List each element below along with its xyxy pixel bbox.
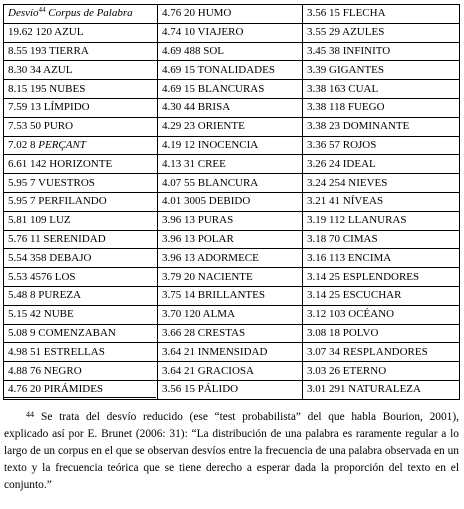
table-cell: 4.74 10 VIAJERO [158,23,303,42]
footnote: 44 Se trata del desvío reducido (ese “test probabilista” del que habla Bourion, 2001), explicado así por E. Brunet (2006: 31): “La distribución de una palabra es raramente regular a lo largo de un corpus en el que se observan desvíos entre la frecuencia de una palabra observada en un texto y la frecuencia teórica que se tiene derecho a esperar dada la proporción del texto en el conjunto.” [4,410,459,491]
table-header-row [4,5,460,24]
header-cell-desvio-corpus-palabra [4,5,158,24]
frequency-table-body [4,5,460,400]
table-row [4,324,460,343]
table-cell: 3.03 26 ETERNO [303,362,460,381]
table-cell: 3.01 291 NATURALEZA [303,380,460,399]
footnote-reference: 44 [38,6,46,15]
table-cell: 3.64 21 GRACIOSA [158,362,303,381]
table-row [4,249,460,268]
table-cell: 4.01 3005 DEBIDO [158,192,303,211]
table-cell: 3.96 13 ADORMECE [158,249,303,268]
footnote-text: Se trata del desvío reducido (ese “test probabilista” del que habla Bourion, 2001), explicado así por E. Brunet (2006: 31): “La distribución de una palabra es raramente regular a lo largo de un corpus en el que se observan desvíos entre la frecuencia de una palabra observada en un texto y la frecuencia teórica que se tiene derecho a esperar dada la proporción del texto en el conjunto.” [4,411,459,491]
table-cell: 3.56 15 FLECHA [303,5,460,24]
table-cell: 3.38 163 CUAL [303,80,460,99]
table-row [4,192,460,211]
table-cell: 3.14 25 ESPLENDORES [303,268,460,287]
table-row [4,362,460,381]
table-cell: 4.69 15 TONALIDADES [158,61,303,80]
table-row [4,211,460,230]
header-label-start: Desvío [8,7,39,20]
table-cell: 5.53 4576 LOS [4,268,158,287]
table-cell: 3.07 34 RESPLANDORES [303,343,460,362]
table-row [4,230,460,249]
table-cell: 4.98 51 ESTRELLAS [4,343,158,362]
table-cell: 5.76 11 SERENIDAD [4,230,158,249]
table-row [4,286,460,305]
table-row [4,268,460,287]
table-cell: 5.95 7 VUESTROS [4,174,158,193]
table-cell: 7.59 13 LÍMPIDO [4,98,158,117]
table-cell: 3.75 14 BRILLANTES [158,286,303,305]
table-cell: 3.36 57 ROJOS [303,136,460,155]
table-row [4,80,460,99]
table-cell: 3.55 29 AZULES [303,23,460,42]
table-cell: 3.08 18 POLVO [303,324,460,343]
table-cell: 3.14 25 ESCUCHAR [303,286,460,305]
table-cell: 4.76 20 HUMO [158,5,303,24]
table-cell: 5.54 358 DEBAJO [4,249,158,268]
table-cell: 3.24 254 NIEVES [303,174,460,193]
table-row [4,136,460,155]
table-row [4,305,460,324]
table-row [4,155,460,174]
table-cell: 4.76 20 PIRÁMIDES [4,380,158,399]
table-cell: 3.79 20 NACIENTE [158,268,303,287]
table-cell: 3.39 GIGANTES [303,61,460,80]
table-cell: 3.70 120 ALMA [158,305,303,324]
table-cell: 3.18 70 CIMAS [303,230,460,249]
table-cell: 4.88 76 NEGRO [4,362,158,381]
frequency-table [3,4,460,400]
table-row [4,98,460,117]
table-cell: 3.19 112 LLANURAS [303,211,460,230]
italic-word: PERÇANT [38,138,86,151]
table-cell: 5.95 7 PERFILANDO [4,192,158,211]
table-cell: 3.96 13 PURAS [158,211,303,230]
table-cell: 3.96 13 POLAR [158,230,303,249]
table-cell: 4.13 31 CREE [158,155,303,174]
table-cell: 3.21 41 NÍVEAS [303,192,460,211]
table-cell: 3.56 15 PÁLIDO [158,380,303,399]
table-cell: 3.12 103 OCÉANO [303,305,460,324]
table-cell: 3.26 24 IDEAL [303,155,460,174]
table-cell: 8.30 34 AZUL [4,61,158,80]
table-cell: 3.66 28 CRESTAS [158,324,303,343]
table-cell: 6.61 142 HORIZONTE [4,155,158,174]
header-label-end: Corpus de Palabra [45,7,133,20]
table-cell: 4.69 488 SOL [158,42,303,61]
table-cell: 3.38 118 FUEGO [303,98,460,117]
table-row [4,61,460,80]
table-row [4,23,460,42]
table-cell: 5.48 8 PUREZA [4,286,158,305]
table-cell: 4.07 55 BLANCURA [158,174,303,193]
table-cell: 8.15 195 NUBES [4,80,158,99]
table-row [4,174,460,193]
table-cell: 7.02 8 PERÇANT [4,136,158,155]
table-row [4,343,460,362]
table-cell: 3.38 23 DOMINANTE [303,117,460,136]
table-cell: 4.30 44 BRISA [158,98,303,117]
footnote-separator [4,397,156,398]
table-cell: 8.55 193 TIERRA [4,42,158,61]
table-cell: 5.08 9 COMENZABAN [4,324,158,343]
table-cell: 5.81 109 LUZ [4,211,158,230]
table-cell: 5.15 42 NUBE [4,305,158,324]
table-row [4,42,460,61]
table-row [4,117,460,136]
table-cell: 4.19 12 INOCENCIA [158,136,303,155]
table-cell: 19.62 120 AZUL [4,23,158,42]
table-cell: 4.69 15 BLANCURAS [158,80,303,99]
table-cell: 3.16 113 ENCIMA [303,249,460,268]
table-cell: 3.64 21 INMENSIDAD [158,343,303,362]
table-cell: 4.29 23 ORIENTE [158,117,303,136]
table-cell: 3.45 38 INFINITO [303,42,460,61]
table-cell: 7.53 50 PURO [4,117,158,136]
